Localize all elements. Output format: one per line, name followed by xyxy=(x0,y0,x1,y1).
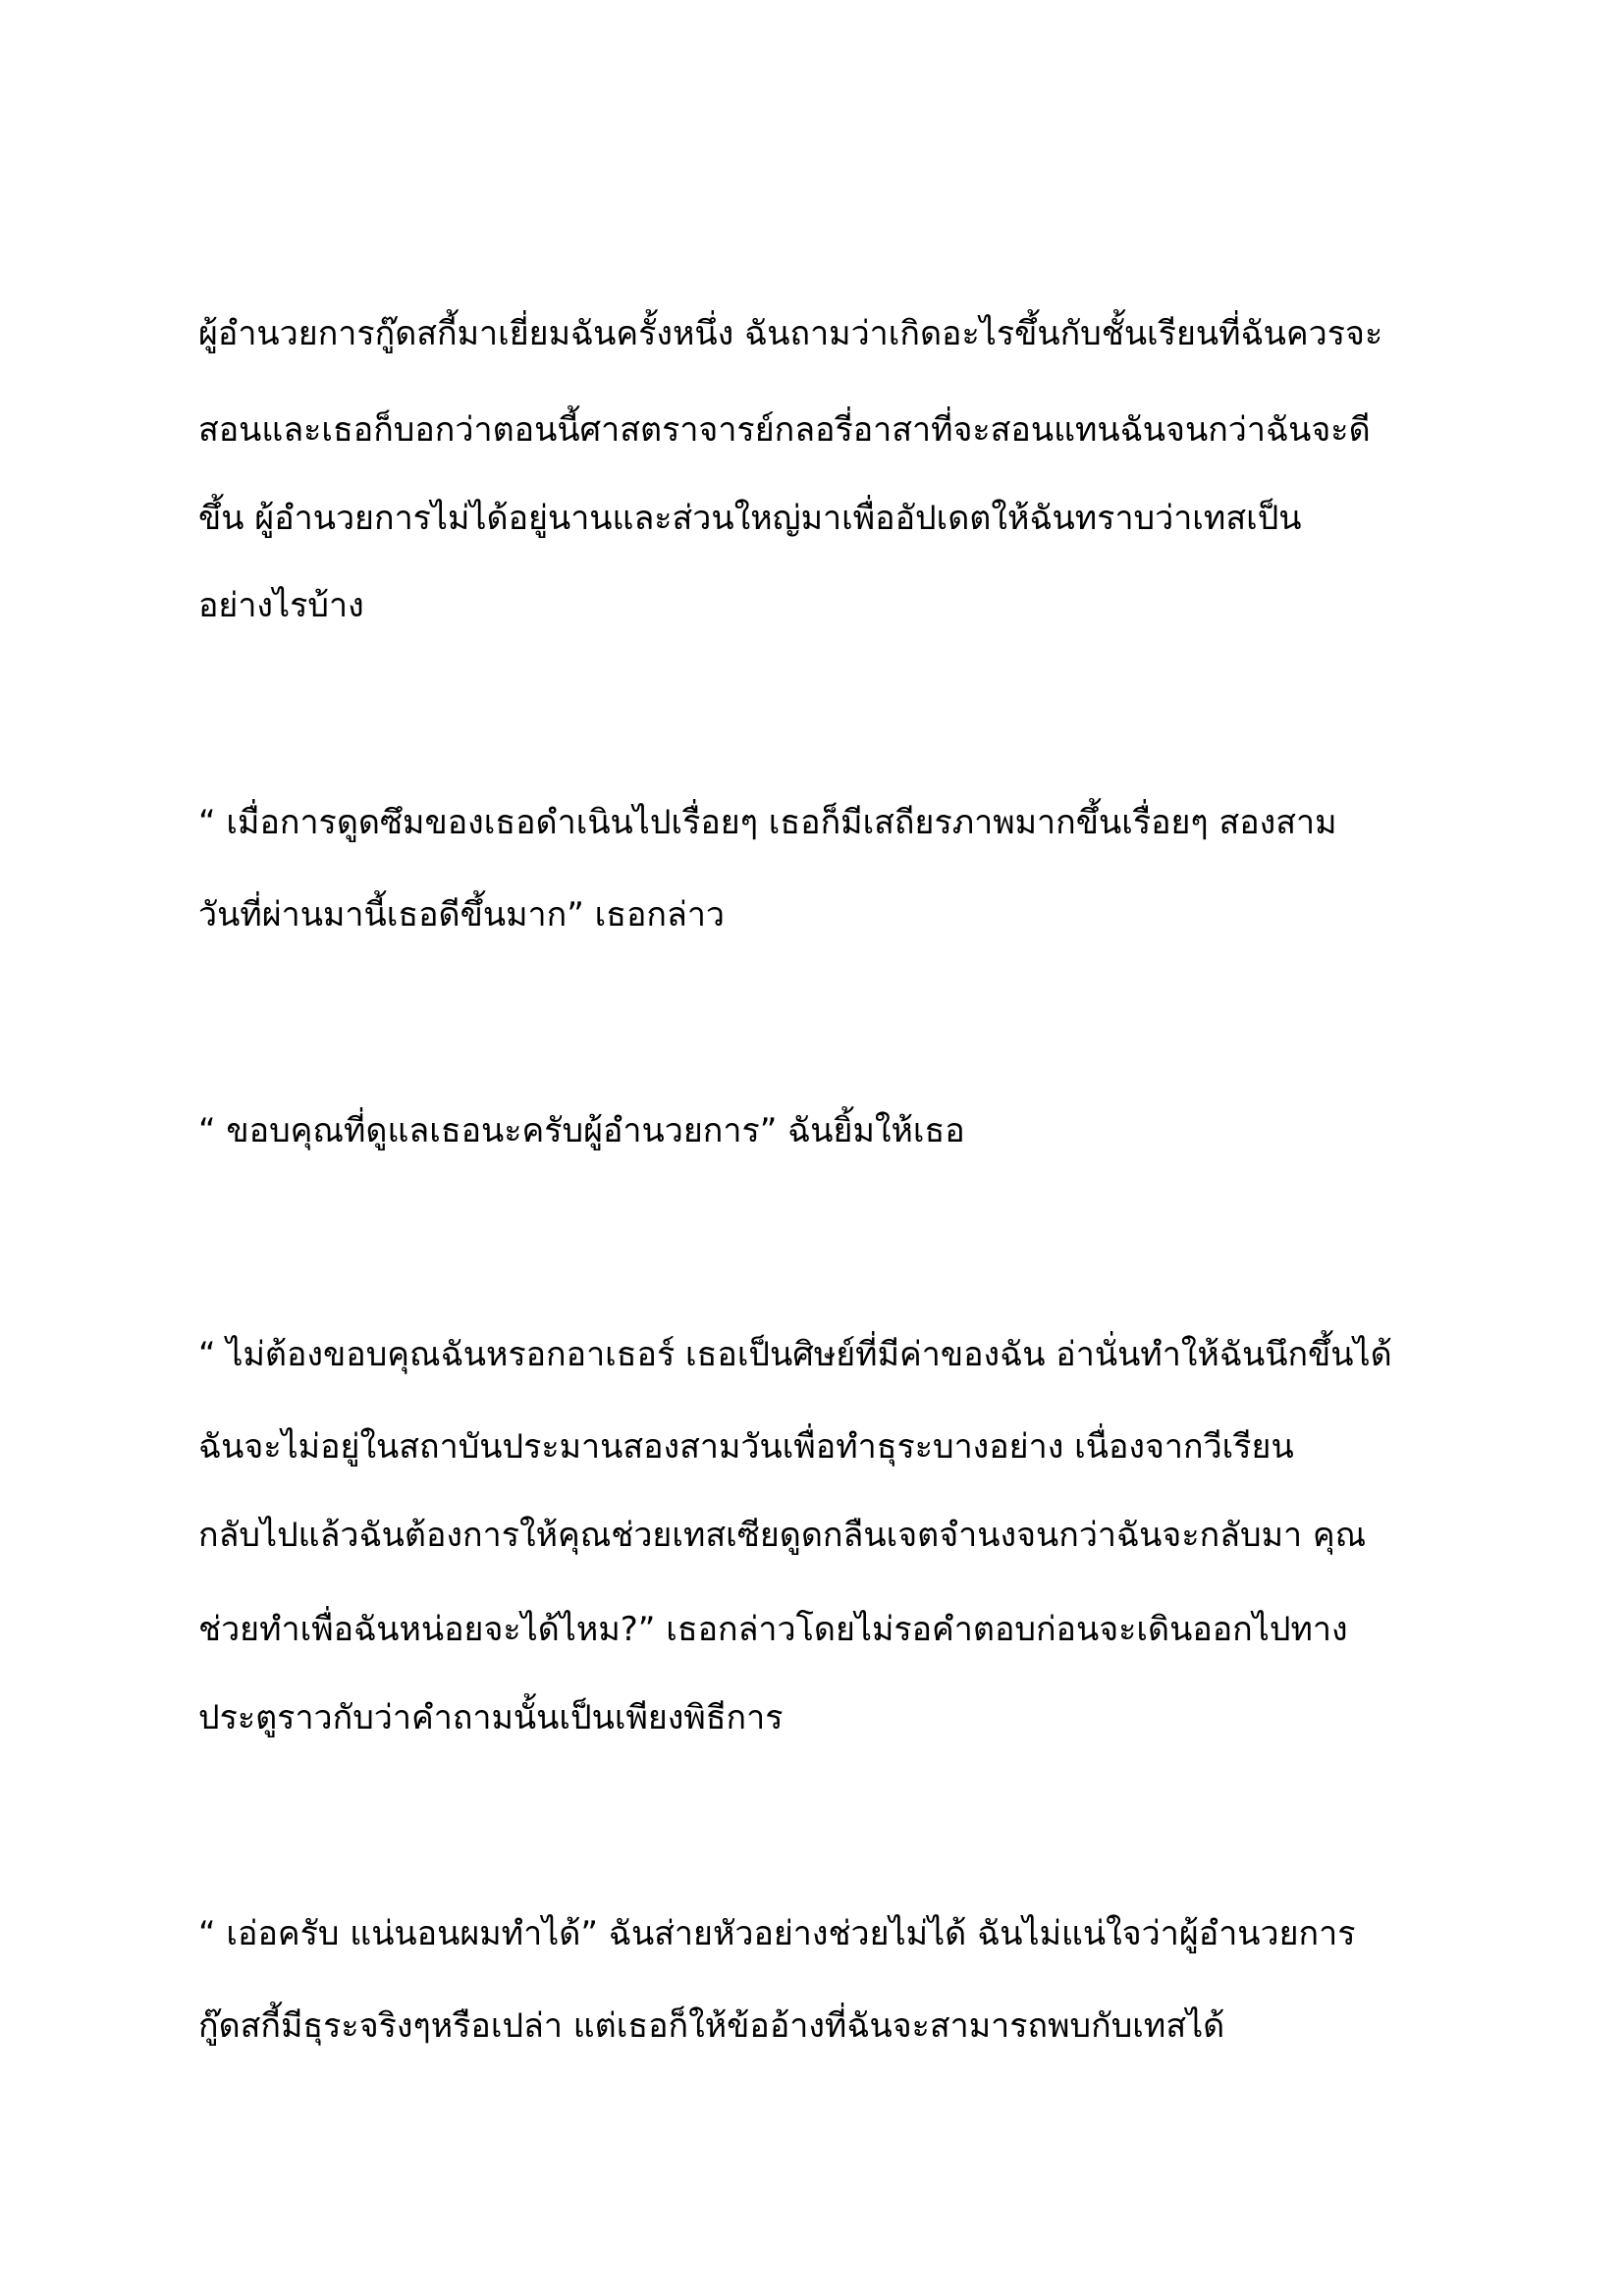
paragraph-4-line-5: ประตูราวกับว่าคำถามนั้นเป็นเพียงพิธีการ xyxy=(198,1698,784,1737)
paragraph-5-line-1: “ เอ่อครับ แน่นอนผมทำได้” ฉันส่ายหัวอย่างช่วยไม่ได้ ฉันไม่แน่ใจว่าผู้อำนวยการ xyxy=(198,1914,1356,1953)
paragraph-4-line-2: ฉันจะไม่อยู่ในสถาบันประมานสองสามวันเพื่อทำธุระบางอย่าง เนื่องจากวีเรียน xyxy=(198,1427,1294,1467)
paragraph-5-line-2: กู๊ดสกี้มีธุระจริงๆหรือเปล่า แต่เธอก็ให้ข้ออ้างที่ฉันจะสามารถพบกับเทสได้ xyxy=(198,2006,1225,2046)
paragraph-1-line-3: ขึ้น ผู้อำนวยการไม่ได้อยู่นานและส่วนใหญ่มาเพื่ออัปเดตให้ฉันทราบว่าเทสเป็น xyxy=(198,499,1302,538)
paragraph-2-line-2: วันที่ผ่านมานี้เธอดีขึ้นมาก” เธอกล่าว xyxy=(198,895,726,934)
paragraph-3-line-1: “ ขอบคุณที่ดูแลเธอนะครับผู้อำนวยการ” ฉันยิ้มให้เธอ xyxy=(198,1111,965,1150)
paragraph-1-line-2: สอนและเธอก็บอกว่าตอนนี้ศาสตราจารย์กลอรี่อาสาที่จะสอนแทนฉันจนกว่าฉันจะดี xyxy=(198,410,1371,450)
paragraph-4-line-1: “ ไม่ต้องขอบคุณฉันหรอกอาเธอร์ เธอเป็นศิษย์ที่มีค่าของฉัน อ่านั่นทำให้ฉันนึกขึ้นได้ xyxy=(198,1335,1392,1374)
paragraph-2-line-1: “ เมื่อการดูดซึมของเธอดำเนินไปเรื่อยๆ เธอก็มีเสถียรภาพมากขึ้นเรื่อยๆ สองสาม xyxy=(198,803,1337,842)
paragraph-4-line-4: ช่วยทำเพื่อฉันหน่อยจะได้ไหม?” เธอกล่าวโดยไม่รอคำตอบก่อนจะเดินออกไปทาง xyxy=(198,1610,1348,1649)
paragraph-1-line-1: ผู้อำนวยการกู๊ดสกี้มาเยี่ยมฉันครั้งหนึ่ง ฉันถามว่าเกิดอะไรขึ้นกับชั้นเรียนที่ฉันควรจะ xyxy=(198,314,1383,353)
paragraph-4-line-3: กลับไปแล้วฉันต้องการให้คุณช่วยเทสเซียดูดกลืนเจตจำนงจนกว่าฉันจะกลับมา คุณ xyxy=(198,1516,1367,1555)
paragraph-1-line-4: อย่างไรบ้าง xyxy=(198,586,364,625)
